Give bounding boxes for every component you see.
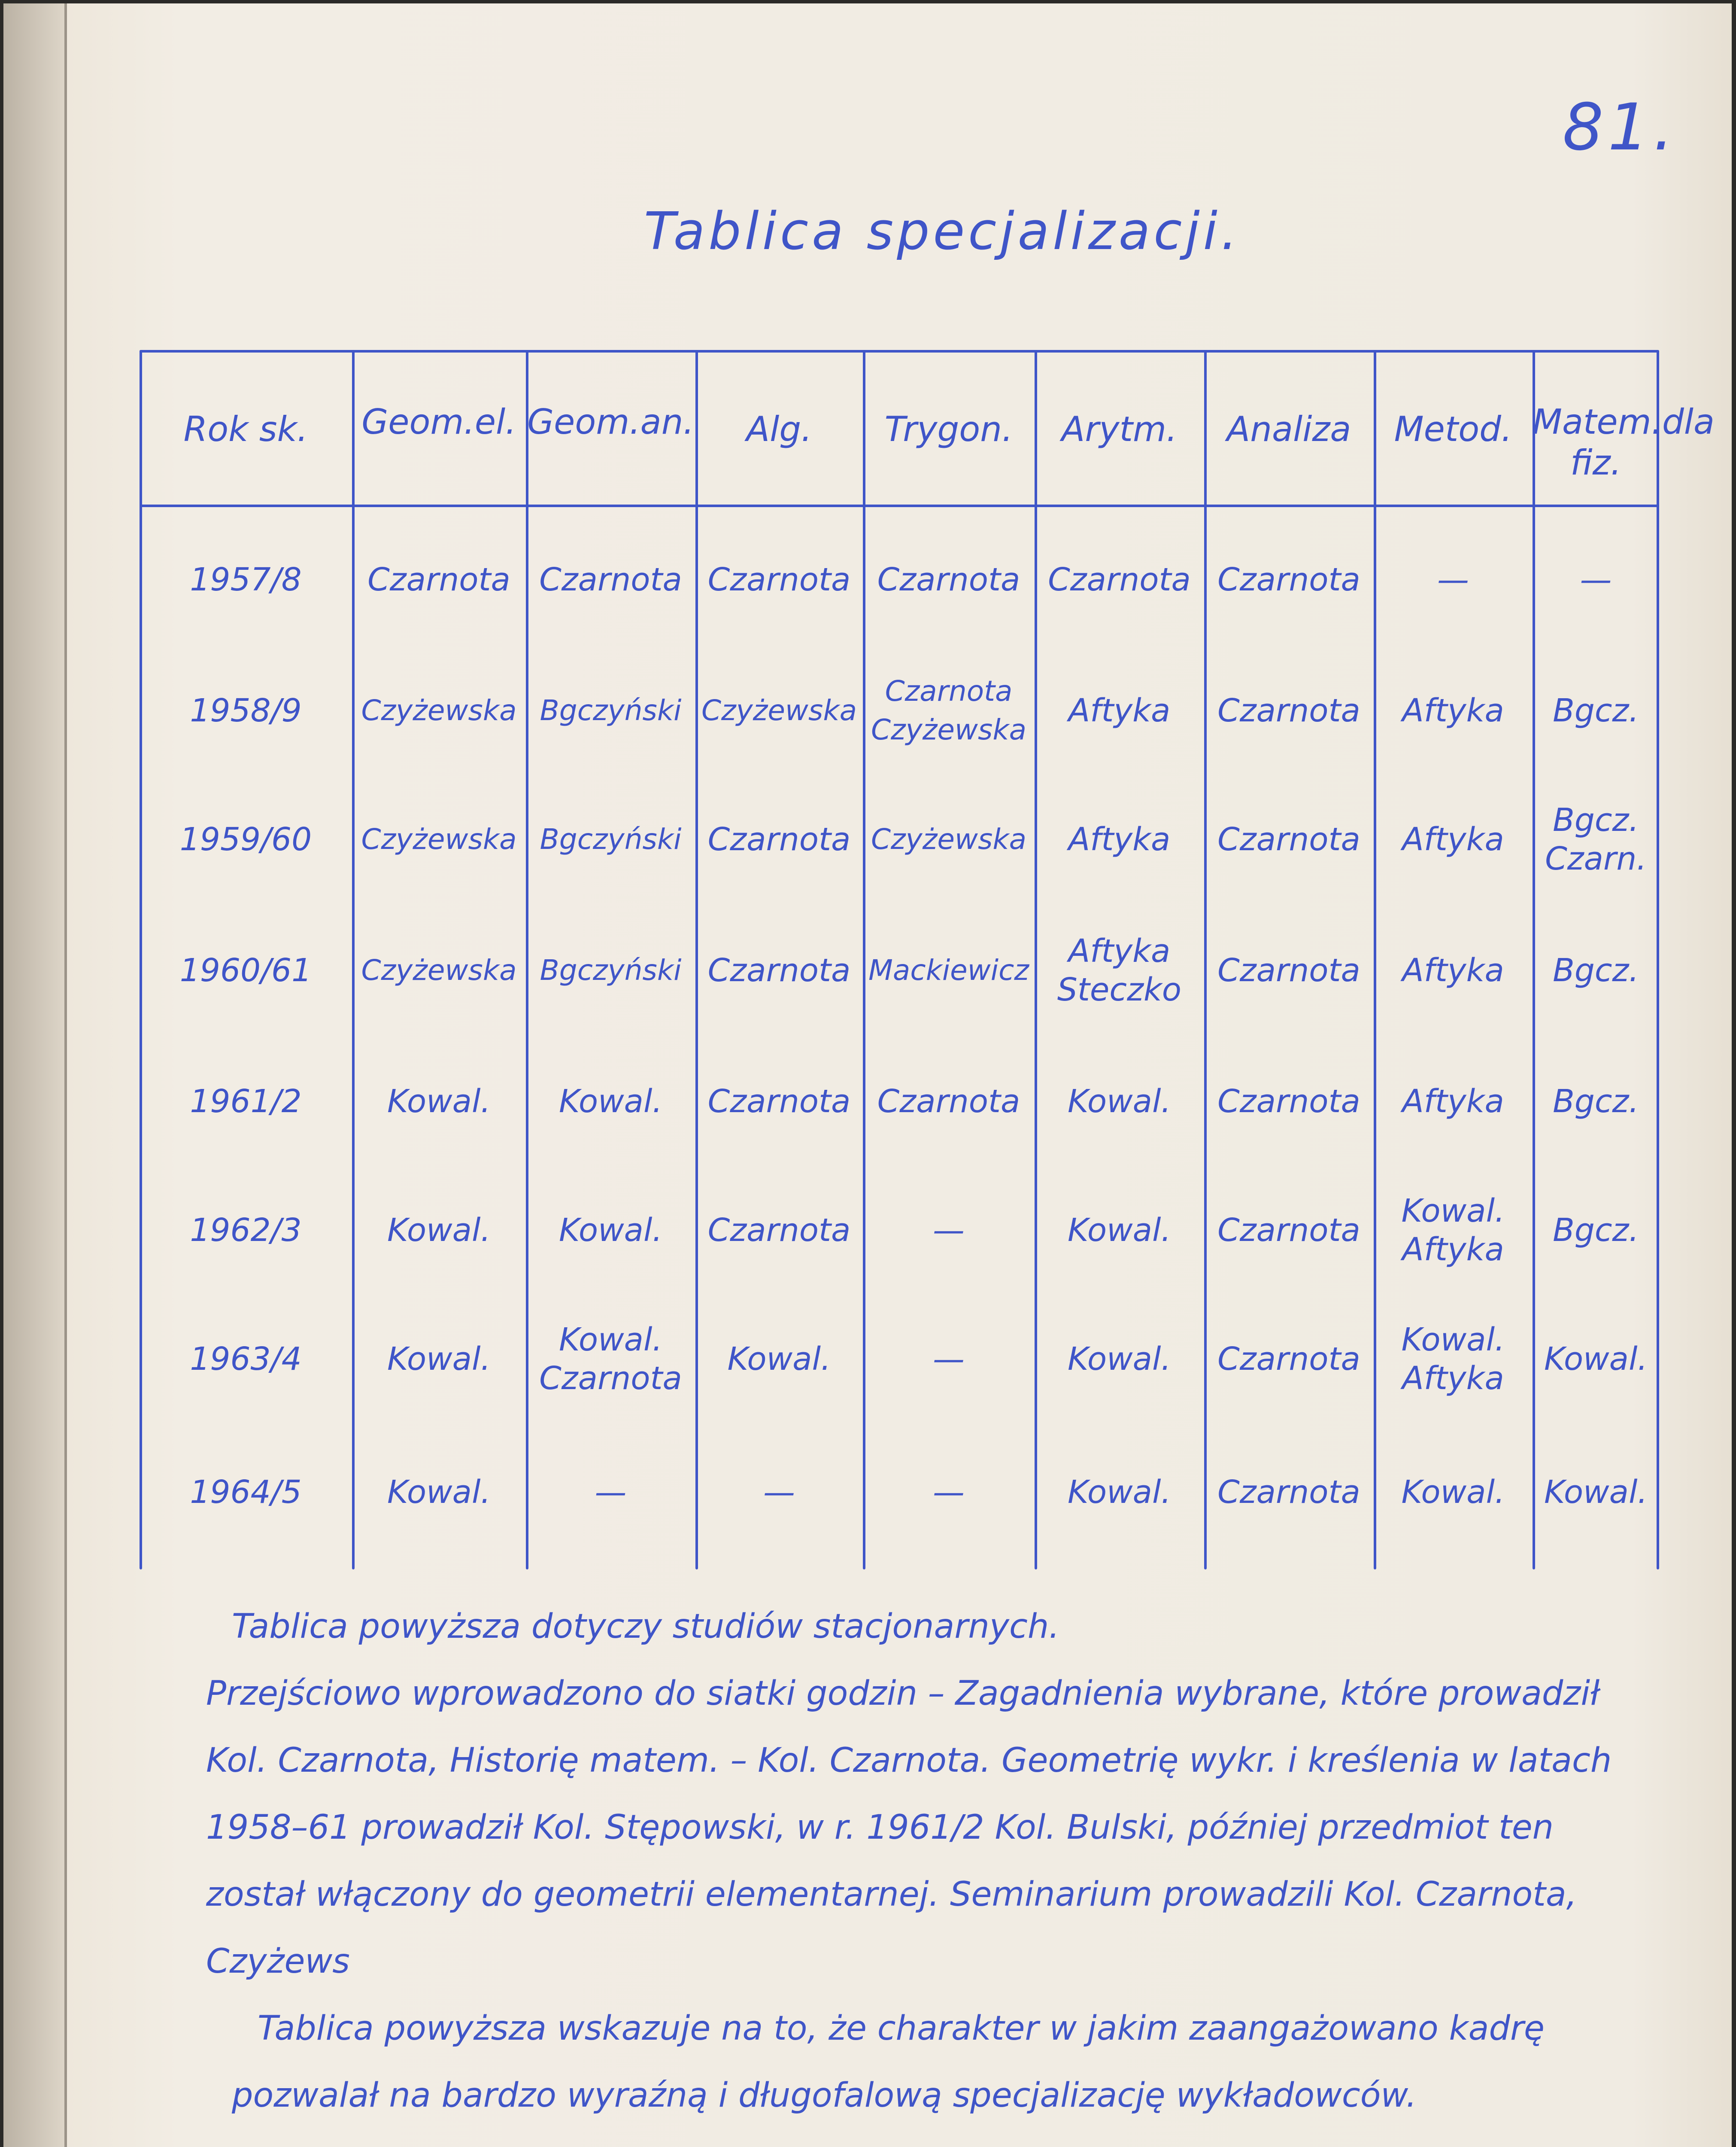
table-cell: [695, 1466, 863, 1518]
cell-text: Czarnota: [367, 561, 510, 598]
table-cell: [526, 1320, 695, 1398]
column-header: [526, 401, 695, 442]
table-cell: [695, 1076, 863, 1127]
table-cell: [526, 814, 695, 865]
cell-text: Kowal.: [1067, 1212, 1171, 1249]
row-year-cell: [140, 945, 352, 996]
table-cell: [863, 1076, 1035, 1127]
table-cell: [1204, 1333, 1374, 1385]
row-year-cell: [140, 814, 352, 865]
column-header-line: Metod.: [1394, 409, 1512, 449]
row-year-cell: [140, 1076, 352, 1127]
table-cell: [1204, 1076, 1374, 1127]
cell-text: Bgczyński: [540, 694, 682, 727]
cell-text: Czarnota: [707, 561, 851, 598]
page-title: Tablica specjalizacji.: [644, 202, 1241, 262]
cell-text: Aftyka: [1402, 1231, 1504, 1268]
cell-text: Czarnota: [707, 1212, 851, 1249]
table-cell: [1204, 685, 1374, 736]
cell-text: Bgcz.: [1553, 952, 1639, 989]
column-header-line: Rok sk.: [183, 409, 308, 449]
cell-text: Aftyka: [1068, 821, 1171, 858]
row-year-cell: [140, 685, 352, 736]
cell-text: Bgcz.: [1553, 802, 1639, 839]
cell-text: 1960/61: [179, 952, 312, 989]
table-cell: [863, 1466, 1035, 1518]
table-header-rule: [140, 505, 1659, 507]
cell-text: Czyżewska: [361, 823, 517, 856]
table-cell: [1374, 1466, 1533, 1518]
cell-text: Czarn.: [1545, 840, 1647, 877]
cell-text: Aftyka: [1068, 692, 1171, 729]
cell-text: Czarnota: [539, 561, 682, 598]
table-cell: [1374, 1320, 1533, 1398]
table-cell: [1533, 1076, 1659, 1127]
cell-text: —: [1437, 561, 1469, 598]
table-cell: [526, 1466, 695, 1518]
cell-text: Czarnota: [1217, 1341, 1360, 1378]
cell-text: Czarnota: [707, 1083, 851, 1120]
note-paragraph: Tablica powyższa wskazuje na to, że charakter w jakim zaangażowano kadrę pozwalał na bardzo wyraźną i długofalową specjalizację wykładowców.: [232, 2009, 1545, 2115]
table-cell: [695, 814, 863, 865]
table-cell: [695, 1333, 863, 1385]
column-header-line: dla fiz.: [1570, 402, 1715, 483]
table-cell: [526, 1076, 695, 1127]
cell-text: 1964/5: [190, 1474, 302, 1511]
binding-line: [64, 0, 67, 2147]
table-cell: [1035, 1466, 1204, 1518]
scan-border-right: [1732, 0, 1736, 2147]
cell-text: Kowal.: [558, 1083, 663, 1120]
cell-text: Czyżewska: [701, 694, 857, 727]
cell-text: Kowal.: [1544, 1341, 1648, 1378]
cell-text: Aftyka: [1402, 1360, 1504, 1397]
cell-text: Kowal.: [558, 1321, 663, 1358]
row-year-cell: [140, 1333, 352, 1385]
cell-text: 1963/4: [190, 1341, 302, 1378]
cell-text: Czarnota: [877, 1083, 1020, 1120]
table-cell: [863, 1204, 1035, 1256]
notes-block: [206, 1593, 1661, 2129]
note-paragraph: Przejściowo wprowadzono do siatki godzin – Zagadnienia wybrane, które prowadził Kol. Czarnota, Historię matem. – Kol. Czarnota. Geometrię wykr. i kreślenia w latach 1958–61 prowadził Kol. Stępowski, w r. 1961/2 Kol. Bulski, później przedmiot ten został włączony do geometrii elementarnej. Seminarium prowadzili Kol. Czarnota, Czyżews: [206, 1674, 1612, 1981]
table-cell: [1035, 814, 1204, 865]
cell-text: Bgcz.: [1553, 692, 1639, 729]
cell-text: Aftyka: [1402, 952, 1504, 989]
table-cell: [863, 945, 1035, 996]
cell-text: Czarnota: [885, 675, 1013, 708]
column-header-line: an.: [640, 402, 694, 442]
cell-text: Bgczyński: [540, 823, 682, 856]
cell-text: Aftyka: [1402, 692, 1504, 729]
table-cell: [1204, 554, 1374, 605]
cell-text: Aftyka: [1068, 933, 1171, 970]
table-cell: [526, 554, 695, 605]
cell-text: Kowal.: [387, 1212, 491, 1249]
cell-text: Kowal.: [1401, 1321, 1505, 1358]
cell-text: Kowal.: [727, 1341, 831, 1378]
binding-shadow: [0, 0, 64, 2147]
cell-text: Czarnota: [539, 1360, 682, 1397]
table-cell: [1204, 1204, 1374, 1256]
column-header-line: Trygon.: [884, 409, 1013, 449]
table-cell: [1374, 554, 1533, 605]
table-cell: [1035, 685, 1204, 736]
table-cell: [352, 1466, 526, 1518]
cell-text: Kowal.: [387, 1083, 491, 1120]
cell-text: Czarnota: [1048, 561, 1191, 598]
table-top-rule: [140, 350, 1659, 353]
cell-text: 1959/60: [179, 821, 312, 858]
table-cell: [352, 1076, 526, 1127]
column-header: [1533, 401, 1715, 483]
column-header: [140, 401, 352, 457]
cell-text: Czyżewska: [871, 713, 1027, 746]
table-cell: [526, 685, 695, 736]
cell-text: Czarnota: [1217, 952, 1360, 989]
column-header: [1035, 401, 1204, 457]
note-paragraph: Tablica powyższa dotyczy studiów stacjonarnych.: [232, 1607, 1060, 1646]
table-cell: [863, 814, 1035, 865]
table-cell: [1204, 1466, 1374, 1518]
column-header-line: Geom.: [361, 402, 475, 442]
cell-text: Czyżewska: [361, 694, 517, 727]
row-year-cell: [140, 1204, 352, 1256]
cell-text: Czyżewska: [361, 954, 517, 987]
table-cell: [1035, 932, 1204, 1009]
cell-text: Aftyka: [1402, 1083, 1504, 1120]
scan-border-left: [0, 0, 3, 2147]
table-cell: [1374, 814, 1533, 865]
table-cell: [526, 945, 695, 996]
table-cell: [352, 685, 526, 736]
table-cell: [1374, 945, 1533, 996]
column-header-line: Alg.: [746, 409, 812, 449]
table-cell: [352, 945, 526, 996]
table-cell: [352, 814, 526, 865]
cell-text: Bgczyński: [540, 954, 682, 987]
column-header: [352, 401, 526, 442]
table-cell: [1533, 685, 1659, 736]
cell-text: Czarnota: [877, 561, 1020, 598]
table-cell: [695, 945, 863, 996]
column-header-line: el.: [474, 402, 516, 442]
table-cell: [1374, 1192, 1533, 1269]
table-cell: [695, 1204, 863, 1256]
column-header-line: Analiza: [1226, 409, 1351, 449]
row-year-cell: [140, 1466, 352, 1518]
table-cell: [1533, 1333, 1659, 1385]
cell-text: Czyżewska: [871, 823, 1027, 856]
column-header: [695, 401, 863, 457]
column-header: [863, 401, 1035, 457]
cell-text: Kowal.: [1401, 1474, 1505, 1511]
table-cell: [863, 554, 1035, 605]
cell-text: Czarnota: [1217, 561, 1360, 598]
table-cell: [695, 554, 863, 605]
table-cell: [526, 1204, 695, 1256]
table-cell: [1374, 1076, 1533, 1127]
table-cell: [1533, 1466, 1659, 1518]
table-cell: [1035, 1204, 1204, 1256]
cell-text: 1958/9: [190, 692, 302, 729]
column-header-line: Arytm.: [1061, 409, 1178, 449]
table-cell: [352, 1333, 526, 1385]
table-cell: [863, 672, 1035, 749]
table-cell: [863, 1333, 1035, 1385]
table-cell: [1533, 554, 1659, 605]
cell-text: 1961/2: [190, 1083, 302, 1120]
cell-text: Steczko: [1057, 971, 1182, 1008]
table-cell: [352, 1204, 526, 1256]
cell-text: Czarnota: [1217, 692, 1360, 729]
cell-text: —: [933, 1474, 965, 1511]
cell-text: Kowal.: [1067, 1341, 1171, 1378]
cell-text: —: [933, 1341, 965, 1378]
table-cell: [1533, 1204, 1659, 1256]
cell-text: —: [595, 1474, 627, 1511]
cell-text: 1957/8: [190, 561, 302, 598]
column-header: [1204, 401, 1374, 457]
cell-text: Kowal.: [1544, 1474, 1648, 1511]
row-year-cell: [140, 554, 352, 605]
cell-text: —: [763, 1474, 795, 1511]
cell-text: Kowal.: [1401, 1192, 1505, 1229]
table-cell: [1374, 685, 1533, 736]
cell-text: Czarnota: [1217, 821, 1360, 858]
table-cell: [1533, 945, 1659, 996]
cell-text: Kowal.: [558, 1212, 663, 1249]
cell-text: Czarnota: [707, 952, 851, 989]
table-cell: [352, 554, 526, 605]
table-cell: [1035, 1333, 1204, 1385]
cell-text: Bgcz.: [1553, 1212, 1639, 1249]
cell-text: —: [933, 1212, 965, 1249]
page-number: 81.: [1563, 90, 1678, 165]
cell-text: Kowal.: [1067, 1083, 1171, 1120]
table-cell: [1533, 801, 1659, 878]
cell-text: Mackiewicz: [868, 954, 1029, 987]
table-cell: [1204, 814, 1374, 865]
cell-text: Aftyka: [1402, 821, 1504, 858]
cell-text: Kowal.: [387, 1474, 491, 1511]
table-cell: [1035, 554, 1204, 605]
table-cell: [1035, 1076, 1204, 1127]
specialization-table: [140, 350, 1715, 1569]
column-header-line: Matem.: [1533, 402, 1662, 442]
table-cell: [695, 685, 863, 736]
column-header: [1374, 401, 1533, 457]
cell-text: 1962/3: [190, 1212, 302, 1249]
table-cell: [1204, 945, 1374, 996]
cell-text: Czarnota: [1217, 1083, 1360, 1120]
cell-text: Kowal.: [1067, 1474, 1171, 1511]
cell-text: Czarnota: [707, 821, 851, 858]
cell-text: Bgcz.: [1553, 1083, 1639, 1120]
cell-text: —: [1580, 561, 1612, 598]
cell-text: Czarnota: [1217, 1474, 1360, 1511]
cell-text: Kowal.: [387, 1341, 491, 1378]
column-header-line: Geom.: [527, 402, 640, 442]
scan-border-top: [0, 0, 1736, 3]
cell-text: Czarnota: [1217, 1212, 1360, 1249]
